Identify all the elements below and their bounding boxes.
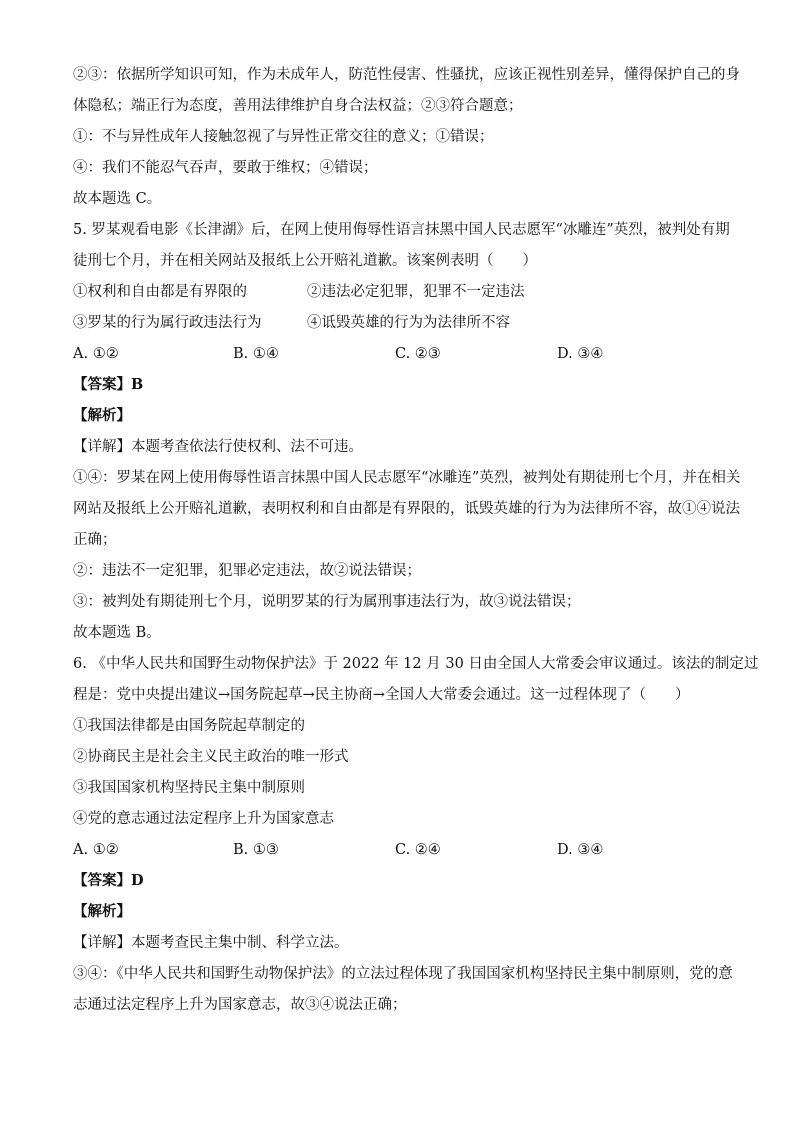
q5-items-row: [73, 281, 733, 312]
q5-explanation: 网站及报纸上公开赔礼道歉，表明权利和自由都是有界限的，诋毁英雄的行为为法律所不容，故①④说法: [73, 501, 740, 517]
q6-explanation: ③④：《中华人民共和国野生动物保护法》的立法过程体现了我国国家机构坚持民主集中制原则，党的意: [73, 966, 733, 982]
q5-stem: 5. 罗某观看电影《长津湖》后，在网上使用侮辱性语言抹黑中国人民志愿军“冰雕连”英烈，被判处有期: [73, 222, 730, 238]
document-page: [73, 64, 759, 1025]
q5-item-1: ①权利和自由都是有界限的: [73, 284, 247, 300]
q5-option-a: A. ①②: [73, 346, 119, 362]
q5-option-b: B. ①④: [233, 346, 279, 362]
prev-analysis-line: 体隐私；端正行为态度，善用法律维护自身合法权益；②③符合题意；: [73, 98, 523, 114]
prev-analysis-line: ④：我们不能忍气吞声，要敢于维权；④错误；: [73, 160, 378, 176]
q5-stem: 徒刑七个月，并在相关网站及报纸上公开赔礼道歉。该案例表明（ ）: [73, 253, 537, 269]
q6-detail: 【详解】本题考查民主集中制、科学立法。: [73, 935, 349, 951]
q5-explanation: ③：被判处有期徒刑七个月，说明罗某的行为属刑事违法行为，故③说法错误；: [73, 594, 581, 610]
q6-answer: 【答案】D: [73, 872, 144, 889]
q5-items-row: [73, 312, 733, 343]
q6-explanation: 志通过法定程序上升为国家意志，故③④说法正确；: [73, 997, 407, 1013]
q5-options: [73, 343, 733, 374]
q5-option-c: C. ②③: [395, 346, 441, 362]
q6-stem: 6. 《中华人民共和国野生动物保护法》于 2022 年 12 月 30 日由全国人大常委会审议通过。该法的制定过: [73, 656, 759, 672]
q6-item-3: ③我国国家机构坚持民主集中制原则: [73, 780, 305, 796]
q6-option-b: B. ①③: [233, 842, 279, 858]
q5-item-2: ②违法必定犯罪，犯罪不一定违法: [307, 284, 525, 300]
q6-option-a: A. ①②: [73, 842, 119, 858]
q6-item-2: ②协商民主是社会主义民主政治的唯一形式: [73, 749, 349, 765]
prev-analysis-line: ②③：依据所学知识可知，作为未成年人，防范性侵害、性骚扰，应该正视性别差异，懂得保护自己的身: [73, 67, 740, 83]
q6-option-d: D. ③④: [557, 842, 604, 858]
prev-conclusion: 故本题选 C。: [73, 191, 162, 207]
q6-options: [73, 839, 733, 870]
q5-explanation: 正确；: [73, 532, 117, 548]
q6-item-1: ①我国法律都是由国务院起草制定的: [73, 718, 305, 734]
q5-detail: 【详解】本题考查依法行使权利、法不可违。: [73, 439, 363, 455]
prev-analysis-line: ①：不与异性成年人接触忽视了与异性正常交往的意义；①错误；: [73, 129, 494, 145]
q5-answer: 【答案】B: [73, 376, 144, 393]
q5-explanation: ①④：罗某在网上使用侮辱性语言抹黑中国人民志愿军“冰雕连”英烈，被判处有期徒刑七个月，并在相关: [73, 470, 741, 486]
q6-option-c: C. ②④: [395, 842, 441, 858]
q6-item-4: ④党的意志通过法定程序上升为国家意志: [73, 811, 334, 827]
q6-stem: 程是：党中央提出建议→国务院起草→民主协商→全国人大常委会通过。这一过程体现了（ ）: [73, 687, 690, 703]
q6-analysis-tag: 【解析】: [73, 903, 131, 920]
q5-explanation: ②：违法不一定犯罪，犯罪必定违法，故②说法错误；: [73, 563, 421, 579]
q5-item-4: ④诋毁英雄的行为为法律所不容: [307, 315, 510, 331]
q5-option-d: D. ③④: [557, 346, 604, 362]
q5-conclusion: 故本题选 B。: [73, 625, 161, 641]
q5-analysis-tag: 【解析】: [73, 407, 131, 424]
q5-item-3: ③罗某的行为属行政违法行为: [73, 315, 262, 331]
